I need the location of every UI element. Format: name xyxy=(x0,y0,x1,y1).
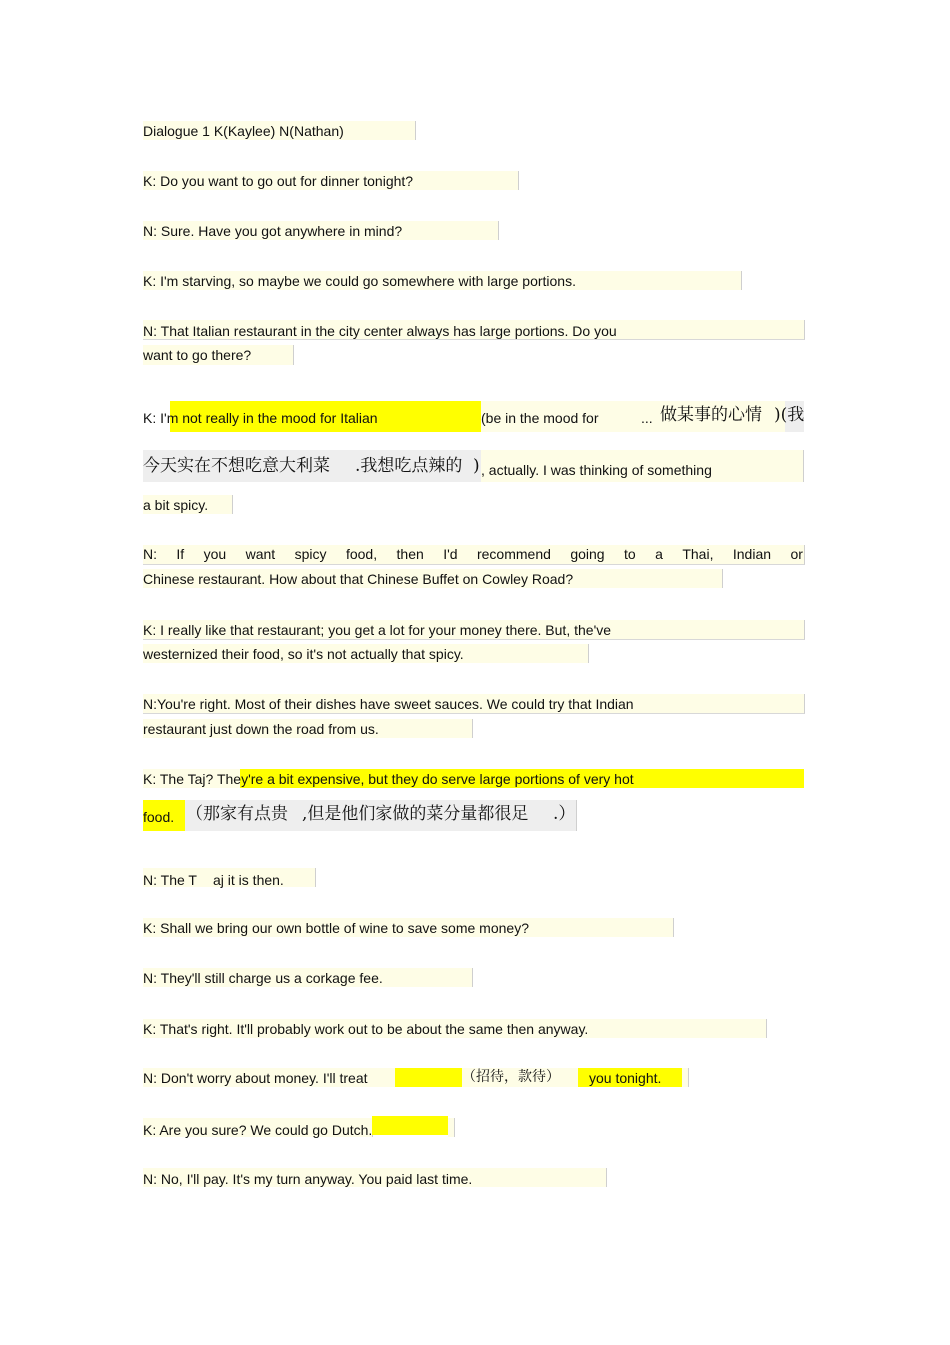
highlight-box xyxy=(448,1118,455,1137)
dialogue-line-k2: K: I'm starving, so maybe we could go somewhere with large portions. xyxy=(143,273,576,289)
k3-translation-close: ) xyxy=(473,456,480,476)
k3-gloss-chinese: 做某事的心情 xyxy=(660,405,762,425)
k3-end: a bit spicy. xyxy=(143,497,209,513)
k3-gloss-english: (be in the mood for xyxy=(481,410,599,426)
word: I'd xyxy=(443,546,458,562)
dialogue-line-k5 xyxy=(143,769,634,789)
word: food, xyxy=(345,546,378,562)
k3-gloss-ellipsis: ... xyxy=(641,410,653,426)
k5-translation-close: .） xyxy=(553,804,576,824)
dialogue-line-k3 xyxy=(143,408,378,428)
k5-translation-2: ,但是他们家做的菜分量都很足 xyxy=(302,804,529,824)
word: want xyxy=(245,546,276,562)
word: then xyxy=(396,546,424,562)
k5-highlight: ey're a bit expensive, but they do serve large portions of very hot xyxy=(233,771,634,787)
dialogue-line-k1: K: Do you want to go out for dinner tonight? xyxy=(143,173,414,189)
dialogue-line-n4: N:You're right. Most of their dishes have sweet sauces. We could try that Indian xyxy=(143,696,634,712)
dialogue-line-n5: N: The T xyxy=(143,872,197,888)
word: you xyxy=(203,546,227,562)
dialogue-title: Dialogue 1 K(Kaylee) N(Nathan) xyxy=(143,123,344,139)
word: Indian xyxy=(732,546,772,562)
k5-translation: （那家有点贵 xyxy=(186,804,288,824)
dialogue-line-k4-cont: westernized their food, so it's not actually that spicy. xyxy=(143,646,464,662)
dialogue-line-n4-cont: restaurant just down the road from us. xyxy=(143,721,379,737)
word: N: xyxy=(143,546,157,562)
dialogue-line-n8: N: No, I'll pay. It's my turn anyway. You paid last time. xyxy=(143,1171,473,1187)
dialogue-line-k7: K: That's right. It'll probably work out to be about the same then anyway. xyxy=(143,1021,589,1037)
word: spicy xyxy=(294,546,327,562)
dialogue-line-n3 xyxy=(143,544,803,564)
dialogue-line-n3-cont: Chinese restaurant. How about that Chinese Buffet on Cowley Road? xyxy=(143,571,574,587)
dialogue-line-n7: N: Don't worry about money. I'll treat xyxy=(143,1070,368,1086)
dialogue-line-k4: K: I really like that restaurant; you get a lot for your money there. But, the've xyxy=(143,622,612,638)
n7-gloss: （招待，款待） xyxy=(462,1069,560,1085)
word: a xyxy=(655,546,663,562)
k3-gloss-paren: )(我 xyxy=(774,405,805,425)
highlight-yellow xyxy=(395,1068,462,1087)
word: to xyxy=(624,546,636,562)
k8-prefix: K: Are you sure? We could go Dut xyxy=(143,1122,354,1138)
k5-prefix: K: The Taj? Th xyxy=(143,771,234,787)
k3-prefix: K: I' xyxy=(143,410,167,426)
dialogue-line-n2: N: That Italian restaurant in the city center always has large portions. Do you xyxy=(143,323,617,339)
word: Thai, xyxy=(682,546,714,562)
word: recommend xyxy=(476,546,551,562)
dialogue-line-n2-cont: want to go there? xyxy=(143,347,252,363)
dialogue-line-k8 xyxy=(143,1120,372,1140)
word: going xyxy=(570,546,605,562)
highlight-yellow xyxy=(372,1116,448,1135)
dialogue-line-n1: N: Sure. Have you got anywhere in mind? xyxy=(143,223,403,239)
k3-translation-2: .我想吃点辣的 xyxy=(355,456,463,476)
dialogue-line-n6: N: They'll still charge us a corkage fee. xyxy=(143,970,383,986)
k3-highlight: m not really in the mood for Italian xyxy=(166,410,378,426)
k3-translation: 今天实在不想吃意大利菜 xyxy=(143,456,330,476)
dialogue-line-n5-cont: aj it is then. xyxy=(213,872,284,888)
k3-continuation: , actually. I was thinking of something xyxy=(481,462,712,478)
dialogue-line-k6: K: Shall we bring our own bottle of wine to save some money? xyxy=(143,920,529,936)
highlight-box xyxy=(682,1068,689,1087)
k8-highlight: ch. xyxy=(353,1122,373,1138)
k5-food: food. xyxy=(143,809,175,825)
word: If xyxy=(176,546,185,562)
n7-end: you tonight. xyxy=(589,1070,662,1086)
word: or xyxy=(790,546,803,562)
